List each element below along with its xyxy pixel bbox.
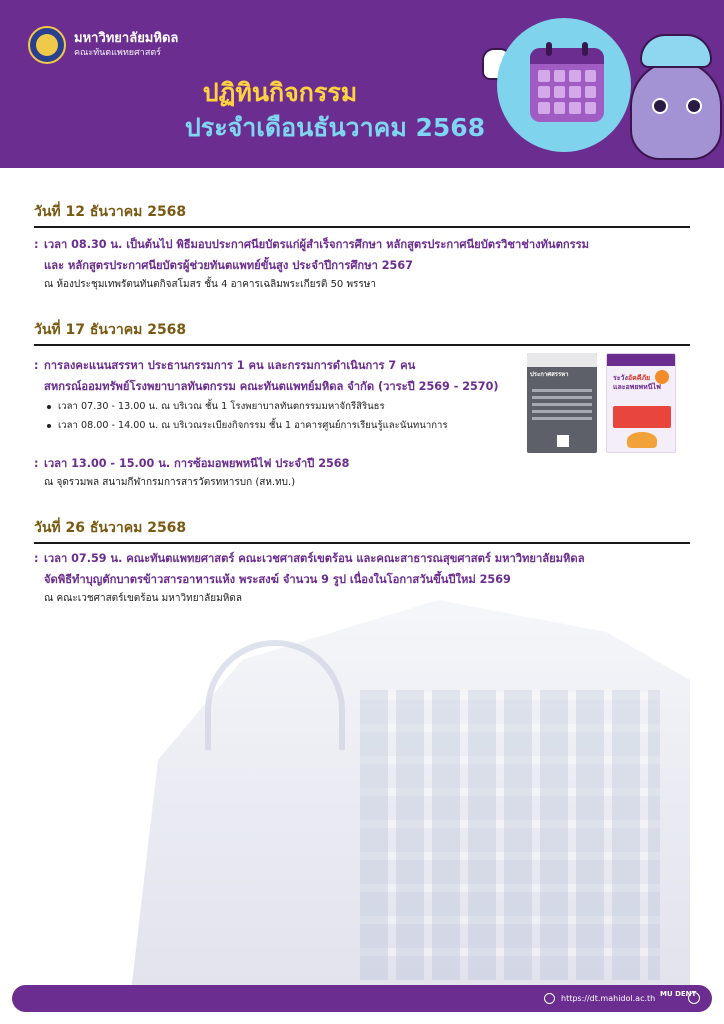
election-poster-thumbnail[interactable] [527,353,597,453]
globe-icon [544,993,555,1004]
building-windows-image [360,690,660,980]
section-date: วันที่ 17 ธันวาคม 2568 [34,322,187,338]
fire-drill-poster-thumbnail[interactable] [606,353,676,453]
list-item: เวลา 07.30 - 13.00 น. ณ บริเวณ ชั้น 1 โรงพยาบาลทันตกรรมมหาจักรีสิรินธร [46,397,514,416]
section-dec-26 [34,518,690,544]
section-dec-12 [34,202,690,228]
mascot-cap-icon [640,34,712,68]
event-title-line: : การลงคะแนนสรรหา ประธานกรรมการ 1 คน และกรรมการดำเนินการ 7 คน [34,359,416,372]
event-graduation-ceremony [34,234,694,293]
event-title-line: : เวลา 08.30 น. เป็นต้นไป พิธีมอบประกาศนียบัตรแก่ผู้สำเร็จการศึกษา หลักสูตรประกาศนียบัตรวิชาช่างทันตกรรม [34,238,590,251]
event-merit-ceremony [34,548,694,607]
faculty-mark-icon [688,992,700,1004]
event-title-line: จัดพิธีทำบุญตักบาตรข้าวสารอาหารแห้ง พระสงฆ์ จำนวน 9 รูป เนื่องในโอกาสวันขึ้นปีใหม่ 2569 [44,573,511,586]
list-item: เวลา 08.00 - 14.00 น. ณ บริเวณระเบียงกิจกรรม ชั้น 1 อาคารศูนย์การเรียนรู้และนันทนาการ [46,416,514,435]
calendar-icon [530,48,604,122]
tooth-doctor-mascot-icon [630,60,722,160]
university-name: มหาวิทยาลัยมหิดล [74,31,179,46]
footer-bar [12,985,712,1012]
qr-code-icon [557,435,569,447]
poster-label: ประกาศสรรหา [530,371,569,378]
page-subtitle: ประจำเดือนธันวาคม 2568 [184,113,486,142]
event-location: ณ ห้องประชุมเทพรัตนทันตกิจสโมสร ชั้น 4 อาคารเฉลิมพระเกียรติ 50 พรรษา [44,279,377,290]
section-date: วันที่ 26 ธันวาคม 2568 [34,520,187,536]
event-schedule-list [34,397,514,435]
section-dec-17 [34,320,690,346]
section-date: วันที่ 12 ธันวาคม 2568 [34,204,187,220]
poster-title: ระวังอัคคีภัย และอพยพหนีไฟ [613,374,661,391]
event-title-line: : เวลา 07.59 น. คณะทันตแพทยศาสตร์ คณะเวชศาสตร์เขตร้อน และคณะสาธารณสุขศาสตร์ มหาวิทยาลัยมหิดล [34,552,585,565]
section-divider [34,344,690,346]
section-divider [34,542,690,544]
header-banner [0,0,724,168]
faculty-name: คณะทันตแพทยศาสตร์ [74,48,162,58]
section-divider [34,226,690,228]
event-location: ณ จุดรวมพล สนามกีฬากรมการสารวัตรทหารบก (สห.ทบ.) [44,477,296,488]
fire-icon [627,432,657,448]
mahidol-seal-icon [28,26,66,64]
event-title-line: และ หลักสูตรประกาศนียบัตรผู้ช่วยทันตแพทย์ขั้นสูง ประจำปีการศึกษา 2567 [44,259,413,272]
event-title-line: : เวลา 13.00 - 15.00 น. การซ้อมอพยพหนีไฟ ประจำปี 2568 [34,457,350,470]
website-link[interactable]: https://dt.mahidol.ac.th [561,994,656,1003]
event-location: ณ คณะเวชศาสตร์เขตร้อน มหาวิทยาลัยมหิดล [44,593,242,604]
event-cooperative-election [34,355,514,435]
university-logo[interactable] [28,26,178,64]
event-title-line: สหกรณ์ออมทรัพย์โรงพยาบาลทันตกรรม คณะทันตแพทย์มหิดล จำกัด (วาระปี 2569 - 2570) [44,380,499,393]
mu-dent-logo: MU DENT [660,990,697,998]
event-fire-drill [34,453,694,491]
page-title: ปฏิทินกิจกรรม [202,78,358,107]
